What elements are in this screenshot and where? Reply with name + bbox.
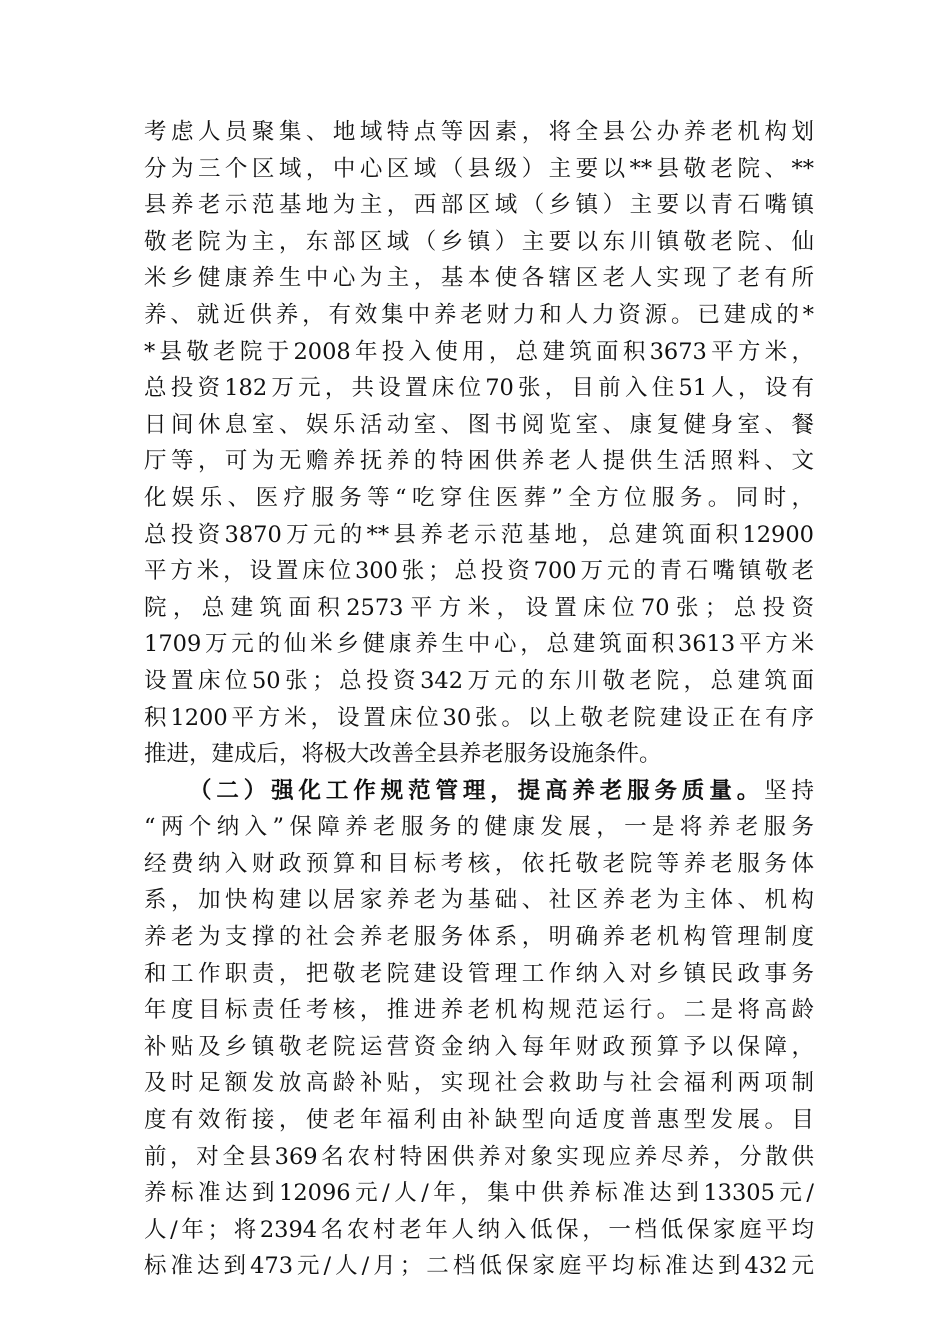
paragraph-line: 分为三个区域，中心区域（县级）主要以**县敬老院、** [144,155,814,182]
paragraph-line: 院，总建筑面积2573平方米，设置床位70张；总投资 [144,594,814,621]
paragraph-line: 和工作职责，把敬老院建设管理工作纳入对乡镇民政事务 [144,960,814,987]
paragraph-line: 养标准达到12096元/人/年，集中供养标准达到13305元/ [144,1180,814,1207]
section-heading: （二）强化工作规范管理，提高养老服务质量。 [189,777,765,804]
paragraph-line: 推进，建成后，将极大改善全县养老服务设施条件。 [144,741,662,768]
paragraph-line: 设置床位50张；总投资342万元的东川敬老院，总建筑面 [144,667,814,694]
paragraph-line: 化娱乐、医疗服务等“吃穿住医葬”全方位服务。同时， [144,484,814,511]
paragraph-line: 系，加快构建以居家养老为基础、社区养老为主体、机构 [144,887,814,914]
paragraph-line: 补贴及乡镇敬老院运营资金纳入每年财政预算予以保障， [144,1033,814,1060]
paragraph-line: 米乡健康养生中心为主，基本使各辖区老人实现了老有所 [144,265,814,292]
paragraph-line: 敬老院为主，东部区域（乡镇）主要以东川镇敬老院、仙 [144,228,814,255]
paragraph-line: “两个纳入”保障养老服务的健康发展，一是将养老服务 [144,814,814,841]
paragraph-line: 平方米，设置床位300张；总投资700万元的青石嘴镇敬老 [144,558,814,585]
paragraph-line: 总投资182万元，共设置床位70张，目前入住51人，设有 [144,375,814,402]
paragraph-text: 坚持 [764,777,814,804]
section-heading-line [144,773,814,810]
paragraph-line: 年度目标责任考核，推进养老机构规范运行。二是将高龄 [144,997,814,1024]
paragraph-line: 度有效衔接，使老年福利由补缺型向适度普惠型发展。目 [144,1107,814,1134]
paragraph-line: 厅等，可为无赡养抚养的特困供养老人提供生活照料、文 [144,448,814,475]
paragraph-line: 县养老示范基地为主，西部区域（乡镇）主要以青石嘴镇 [144,192,814,219]
paragraph-line: 1709万元的仙米乡健康养生中心，总建筑面积3613平方米 [144,631,814,658]
paragraph-line: 前，对全县369名农村特困供养对象实现应养尽养，分散供 [144,1143,814,1170]
paragraph-line: 考虑人员聚集、地域特点等因素，将全县公办养老机构划 [144,119,814,145]
paragraph-line: 日间休息室、娱乐活动室、图书阅览室、康复健身室、餐 [144,411,814,438]
paragraph-line: 人/年；将2394名农村老年人纳入低保，一档低保家庭平均 [144,1216,814,1243]
paragraph-line: *县敬老院于2008年投入使用，总建筑面积3673平方米， [144,338,814,365]
paragraph-line: 总投资3870万元的**县养老示范基地，总建筑面积12900 [144,521,814,548]
paragraph-line: 及时足额发放高龄补贴，实现社会救助与社会福利两项制 [144,1070,814,1097]
paragraph-line: 标准达到473元/人/月；二档低保家庭平均标准达到432元 [144,1253,814,1280]
paragraph-line: 积1200平方米，设置床位30张。以上敬老院建设正在有序 [144,704,814,731]
paragraph-line: 养、就近供养，有效集中养老财力和人力资源。已建成的* [144,301,814,328]
body-text [144,114,814,1285]
paragraph-line: 经费纳入财政预算和目标考核，依托敬老院等养老服务体 [144,850,814,877]
paragraph-line: 养老为支撑的社会养老服务体系，明确养老机构管理制度 [144,924,814,951]
